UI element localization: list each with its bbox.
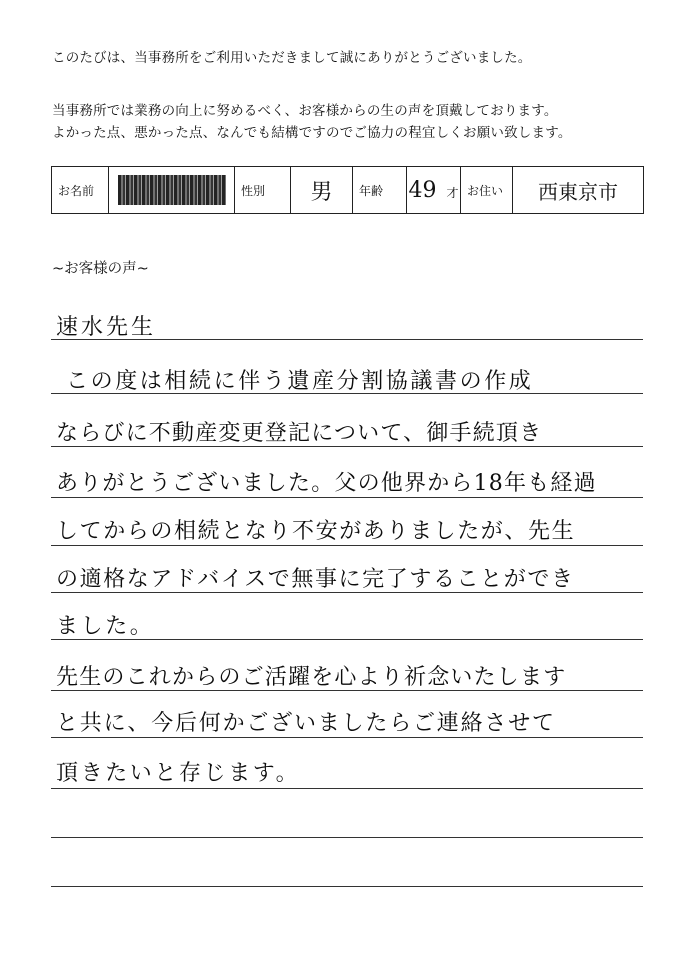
handwritten-line: 速水先生 xyxy=(56,315,157,340)
gender-label: 性別 xyxy=(235,167,291,214)
age-label: 年齢 xyxy=(353,167,407,214)
name-cell xyxy=(109,167,235,214)
age-unit: 才 xyxy=(446,185,459,200)
handwritten-line: この度は相続に伴う遺産分割協議書の作成 xyxy=(66,369,534,394)
intro-request-line-2: よかった点、悪かった点、なんでも結構ですのでご協力の程宜しくお願い致します。 xyxy=(52,125,572,141)
address-label: お住い xyxy=(461,167,513,214)
redacted-name xyxy=(118,175,226,205)
handwritten-line: と共に、今后何かございましたらご連絡させて xyxy=(56,711,556,736)
age-cell xyxy=(407,167,461,214)
intro-thanks-line: このたびは、当事務所をご利用いただきまして誠にありがとうございました。 xyxy=(52,50,532,66)
handwritten-line: の適格なアドバイスで無事に完了することができ xyxy=(56,567,575,592)
ruled-line xyxy=(51,837,643,838)
address-value: 西東京市 xyxy=(513,167,644,214)
ruled-line xyxy=(51,497,643,498)
ruled-line xyxy=(51,737,643,738)
handwritten-line: ありがとうございました。父の他界から18年も経過 xyxy=(56,471,597,496)
handwritten-line: 頂きたいと存じます。 xyxy=(56,761,301,786)
handwritten-line: 先生のこれからのご活躍を心より祈念いたします xyxy=(56,665,567,690)
handwritten-line: してからの相続となり不安がありましたが、先生 xyxy=(56,519,576,544)
name-label: お名前 xyxy=(52,167,109,214)
ruled-line xyxy=(51,545,643,546)
intro-request-line-1: 当事務所では業務の向上に努めるべく、お客様からの生の声を頂戴しております。 xyxy=(52,103,558,119)
handwritten-line: ました。 xyxy=(56,614,155,639)
ruled-line xyxy=(51,788,643,789)
ruled-line xyxy=(51,886,643,887)
handwritten-line: ならびに不動産変更登記について、御手続頂き xyxy=(56,421,543,446)
age-value: 49 xyxy=(408,177,437,203)
customer-voice-heading: ~お客様の声~ xyxy=(52,261,149,277)
customer-info-table xyxy=(51,166,644,214)
gender-value: 男 xyxy=(291,167,353,214)
